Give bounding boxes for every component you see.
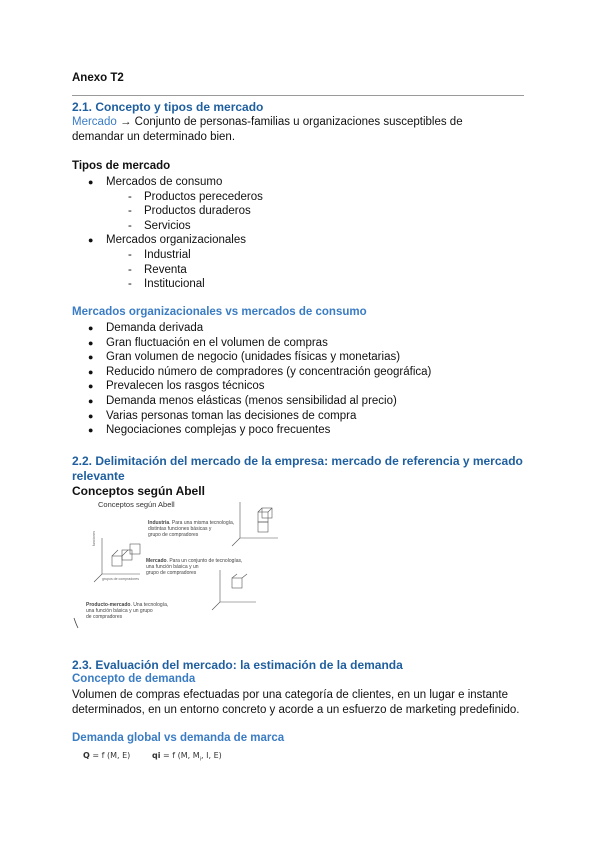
subtype-item: [72, 277, 532, 292]
subtype-label: Productos perecederos: [144, 190, 263, 203]
cube-edge: [122, 550, 128, 556]
formula-global: [83, 751, 130, 760]
arrow-glyph: →: [119, 116, 132, 128]
industria-caption: [148, 520, 238, 538]
subtype-item: [72, 248, 532, 263]
horizontal-rule: [72, 95, 524, 96]
cube-face: [232, 578, 242, 588]
compare-item: [72, 365, 542, 380]
compare-item: [72, 379, 542, 394]
caption-text: grupo de compradores: [148, 532, 199, 538]
subtype-label: Institucional: [144, 278, 205, 291]
types-title: Tipos de mercado: [72, 160, 171, 172]
caption-text: grupo de compradores: [146, 570, 197, 576]
formula-expression-end: , I, E): [201, 751, 222, 760]
compare-text: Negociaciones complejas y poco frecuentes: [106, 424, 331, 437]
type-item-organizacionales: [72, 233, 532, 248]
axis-line: [212, 602, 220, 610]
caption-term: Industria: [148, 520, 170, 526]
subtype-item: [72, 190, 532, 205]
caption-text: distintas funciones básicas y: [148, 526, 212, 532]
caption-text: . Una tecnología,: [130, 602, 169, 608]
cube-face: [258, 522, 268, 532]
compare-list: [72, 321, 542, 438]
caption-text: . Para una misma tecnología,: [169, 520, 235, 526]
caption-text: . Para un conjunto de tecnologías,: [166, 558, 243, 564]
bracket-mark: [74, 618, 78, 628]
mercado-term: Mercado: [72, 116, 117, 128]
compare-item: [72, 394, 542, 409]
compare-text: Reducido número de compradores (y concentración geográfica): [106, 365, 432, 378]
compare-text: Demanda derivada: [106, 322, 204, 334]
heading-line-1: 2.2. Delimitación del mercado de la empresa: mercado de referencia y mercado: [72, 454, 523, 468]
compare-text: Demanda menos elásticas (menos sensibilidad al precio): [106, 394, 397, 407]
cube-edge: [268, 508, 272, 512]
cube-face: [112, 556, 122, 566]
section-2-2-heading: [72, 454, 542, 484]
caption-term: Mercado: [146, 558, 167, 564]
cube-face: [258, 512, 268, 522]
subtype-item: [72, 219, 532, 234]
global-vs-brand-title: Demanda global vs demanda de marca: [72, 732, 285, 744]
section-2-3-heading: 2.3. Evaluación del mercado: la estimación de la demanda: [72, 658, 403, 672]
compare-item: [72, 350, 542, 365]
compare-title: Mercados organizacionales vs mercados de consumo: [72, 306, 367, 318]
mercado-definition: [72, 115, 542, 145]
types-list: [72, 175, 532, 292]
concept-demand-title: Concepto de demanda: [72, 673, 196, 685]
caption-text: de compradores: [86, 614, 123, 620]
caption-term: Producto-mercado: [86, 602, 131, 608]
subtype-label: Servicios: [144, 219, 191, 232]
definition-line-1: Conjunto de personas-familias u organizaciones susceptibles de: [134, 116, 463, 128]
formula-subscript: i: [199, 756, 202, 763]
compare-item: [72, 321, 542, 336]
demand-definition: [72, 688, 542, 718]
subtype-item: [72, 263, 532, 278]
heading-line-2: relevante: [72, 469, 125, 483]
type-label: Mercados de consumo: [106, 176, 223, 188]
caption-text: una función básica y un: [146, 564, 199, 570]
type-item-consumo: [72, 175, 532, 190]
formula-variable: qi: [152, 751, 161, 760]
compare-text: Gran volumen de negocio (unidades físicas y monetarias): [106, 351, 401, 364]
subtype-label: Productos duraderos: [144, 205, 251, 218]
type-label: Mercados organizacionales: [106, 234, 246, 247]
producto-caption: [86, 602, 196, 620]
formula-brand: [152, 751, 222, 763]
section-2-1-heading: 2.1. Concepto y tipos de mercado: [72, 100, 264, 114]
compare-item: [72, 409, 542, 424]
definition-line-2: determinados, en un entorno concreto y acorde a un esfuerzo de marketing predefinido.: [72, 704, 520, 716]
cube-edge: [112, 550, 118, 556]
axis-label-funciones: funciones: [92, 531, 96, 546]
abell-figure: [72, 498, 292, 632]
axis-label-grupos: grupos de compradores: [102, 577, 139, 581]
figure-title: Conceptos según Abell: [98, 500, 175, 509]
definition-line-2: demandar un determinado bien.: [72, 131, 236, 143]
compare-text: Varias personas toman las decisiones de compra: [106, 409, 357, 422]
cube-edge: [258, 508, 262, 512]
axis-line: [94, 574, 102, 582]
subtype-label: Industrial: [144, 248, 191, 261]
formula-variable: Q: [83, 751, 90, 760]
compare-text: Prevalecen los rasgos técnicos: [106, 380, 265, 393]
subtype-item: [72, 204, 532, 219]
formula-expression: = f (M, M: [160, 751, 200, 760]
cube-face: [122, 550, 132, 560]
compare-item: [72, 336, 542, 351]
subtype-label: Reventa: [144, 263, 187, 276]
compare-item: [72, 423, 542, 438]
mercado-caption: [146, 558, 246, 576]
axis-line: [232, 538, 240, 546]
compare-text: Gran fluctuación en el volumen de compras: [106, 336, 328, 349]
definition-line-1: Volumen de compras efectuadas por una categoría de clientes, en un lugar e instante: [72, 689, 509, 701]
formula-expression: = f (M, E): [89, 751, 131, 760]
caption-text: una función básica y un grupo: [86, 608, 153, 614]
annex-title: Anexo T2: [72, 72, 124, 84]
concepts-title: Conceptos según Abell: [72, 484, 205, 498]
cube-face: [130, 544, 140, 554]
